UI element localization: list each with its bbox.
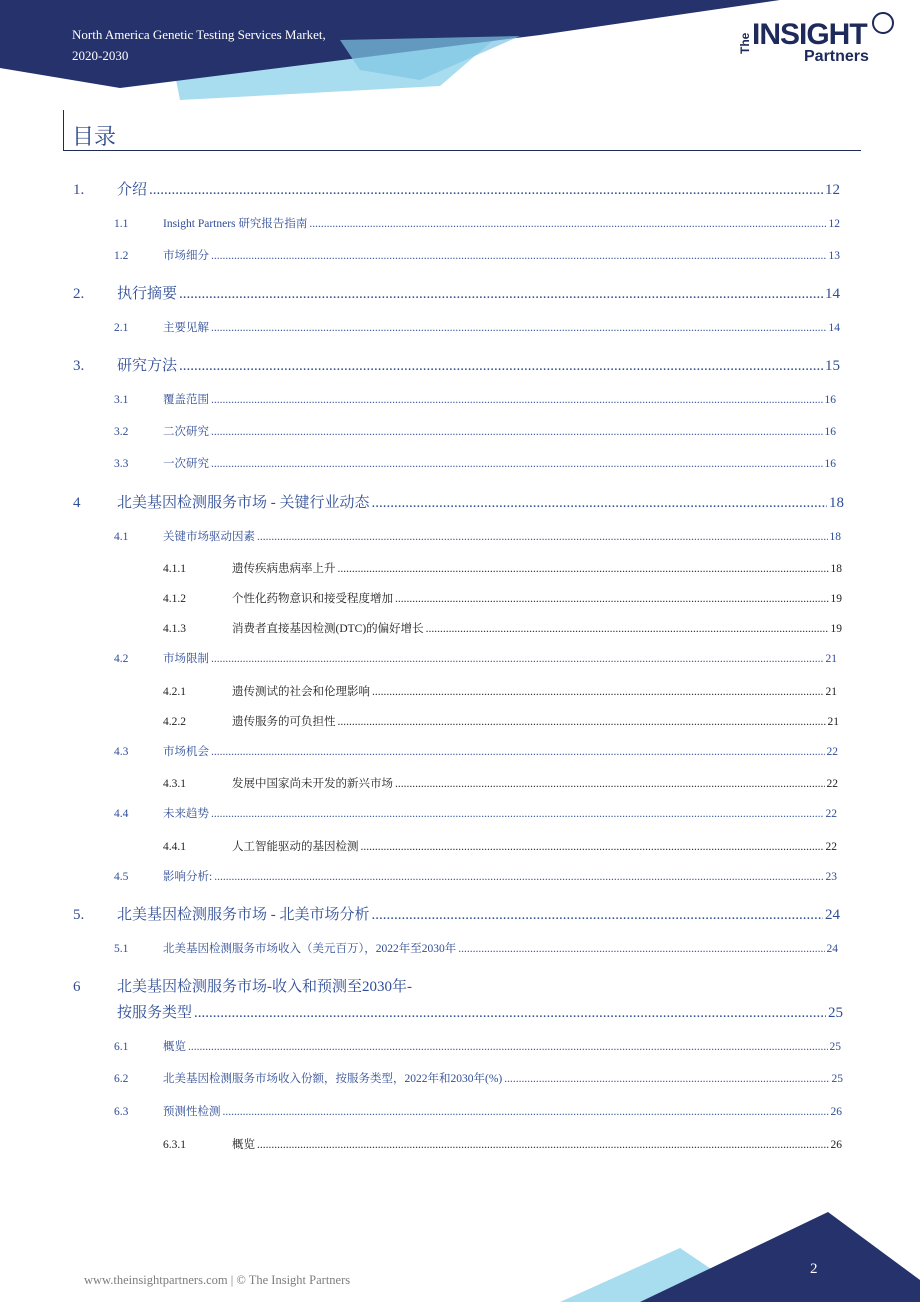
toc-entry-title: 北美基因检测服务市场收入（美元百万），2022年至2030年 bbox=[163, 943, 457, 955]
toc-entry-title: 人工智能驱动的基因检测 bbox=[232, 841, 359, 853]
toc-dot-leader bbox=[211, 458, 823, 470]
toc-entry-page: 18 bbox=[829, 495, 844, 511]
toc-dot-leader bbox=[179, 286, 823, 303]
toc-dot-leader bbox=[223, 1106, 829, 1118]
toc-dot-leader bbox=[211, 322, 827, 334]
toc-entry-title-continued: 按服务类型 bbox=[117, 1005, 193, 1021]
toc-entry-number: 6.2 bbox=[114, 1073, 129, 1085]
toc-entry-page: 22 bbox=[825, 808, 837, 820]
toc-entry[interactable] bbox=[73, 354, 840, 375]
toc-dot-leader bbox=[257, 1139, 829, 1151]
toc-entry[interactable] bbox=[114, 868, 837, 884]
toc-entry[interactable] bbox=[114, 1038, 841, 1054]
toc-entry-page: 22 bbox=[825, 841, 837, 853]
toc-dot-leader bbox=[257, 531, 828, 543]
toc-entry-title: Insight Partners 研究报告指南 bbox=[163, 218, 308, 230]
toc-entry-title: 个性化药物意识和接受程度增加 bbox=[232, 593, 393, 605]
toc-entry[interactable] bbox=[163, 620, 842, 636]
report-title-line2: 2020-2030 bbox=[72, 48, 129, 63]
toc-entry-number: 1.1 bbox=[114, 218, 129, 230]
toc-entry[interactable] bbox=[163, 775, 838, 791]
toc-dot-leader bbox=[458, 943, 824, 955]
toc-entry-number: 5.1 bbox=[114, 943, 129, 955]
toc-entry-title: 一次研究 bbox=[163, 458, 209, 470]
toc-entry-number: 4.1 bbox=[114, 531, 129, 543]
toc-entry[interactable] bbox=[73, 178, 840, 199]
footer-website: www.theinsightpartners.com | © The Insight Partners bbox=[84, 1273, 351, 1287]
toc-entry-number: 4.2.1 bbox=[163, 686, 186, 698]
report-title-line1: North America Genetic Testing Services Market, bbox=[72, 27, 326, 42]
toc-entry[interactable] bbox=[73, 903, 840, 924]
toc-dot-leader bbox=[211, 746, 825, 758]
toc-dot-leader bbox=[188, 1041, 828, 1053]
toc-entry-page: 25 bbox=[831, 1073, 843, 1085]
toc-entry-number: 6 bbox=[73, 979, 81, 995]
toc-entry-title: 影响分析: bbox=[163, 871, 213, 883]
insight-partners-logo bbox=[736, 10, 896, 70]
toc-heading: 目录 bbox=[72, 125, 117, 150]
toc-entry[interactable] bbox=[114, 1103, 842, 1119]
toc-dot-leader bbox=[426, 623, 829, 635]
toc-entry[interactable] bbox=[114, 650, 837, 666]
toc-entry-title: 北美基因检测服务市场-收入和预测至2030年- bbox=[117, 979, 412, 995]
toc-entry-page: 15 bbox=[825, 358, 840, 374]
toc-entry[interactable] bbox=[114, 423, 836, 439]
toc-entry-page: 18 bbox=[829, 531, 841, 543]
toc-entry[interactable] bbox=[163, 713, 839, 729]
toc-entry[interactable] bbox=[114, 455, 836, 471]
toc-entry-number: 4.4.1 bbox=[163, 841, 186, 853]
toc-entry[interactable] bbox=[114, 805, 837, 821]
toc-dot-leader bbox=[214, 871, 823, 883]
toc-heading-box bbox=[63, 110, 861, 151]
toc-entry-page: 21 bbox=[825, 686, 837, 698]
toc-entry[interactable] bbox=[114, 743, 838, 759]
toc-dot-leader bbox=[211, 394, 823, 406]
toc-entry-number: 4.5 bbox=[114, 871, 129, 883]
toc-entry-title: 发展中国家尚未开发的新兴市场 bbox=[232, 778, 393, 790]
toc-entry-page: 24 bbox=[825, 907, 840, 923]
toc-entry[interactable] bbox=[163, 560, 842, 576]
toc-entry-title: 市场细分 bbox=[163, 250, 209, 262]
toc-entry-number: 2.1 bbox=[114, 322, 129, 334]
toc-entry-page: 21 bbox=[825, 653, 837, 665]
toc-entry-title: 北美基因检测服务市场 - 关键行业动态 bbox=[117, 495, 370, 511]
toc-entry-title: 覆盖范围 bbox=[163, 394, 209, 406]
toc-entry-page: 13 bbox=[828, 250, 840, 262]
toc-entry[interactable] bbox=[163, 1136, 842, 1152]
toc-entry-title: 主要见解 bbox=[163, 322, 209, 334]
toc-entry-page: 12 bbox=[828, 218, 840, 230]
toc-dot-leader bbox=[361, 841, 824, 853]
toc-dot-leader bbox=[372, 686, 824, 698]
logo-insight-text: INSIGHT bbox=[752, 18, 867, 51]
toc-dot-leader bbox=[372, 495, 828, 512]
toc-entry[interactable] bbox=[114, 528, 841, 544]
toc-entry-number: 6.1 bbox=[114, 1041, 129, 1053]
toc-entry-page: 25 bbox=[828, 1005, 843, 1021]
toc-entry-page: 22 bbox=[826, 778, 838, 790]
logo-ring-icon bbox=[872, 12, 894, 34]
toc-dot-leader bbox=[504, 1073, 829, 1085]
toc-entry-page: 26 bbox=[830, 1106, 842, 1118]
toc-entry[interactable] bbox=[73, 491, 844, 512]
toc-entry[interactable] bbox=[73, 282, 840, 303]
toc-entry-page: 12 bbox=[825, 182, 840, 198]
toc-entry[interactable] bbox=[114, 1070, 843, 1086]
toc-entry-title: 遗传测试的社会和伦理影响 bbox=[232, 686, 370, 698]
toc-entry-number: 3.1 bbox=[114, 394, 129, 406]
toc-dot-leader bbox=[211, 808, 824, 820]
toc-dot-leader bbox=[179, 358, 823, 375]
toc-entry-title: 北美基因检测服务市场收入份额，按服务类型，2022年和2030年(%) bbox=[163, 1073, 503, 1085]
toc-entry-number: 4.4 bbox=[114, 808, 129, 820]
toc-entry-title: 市场限制 bbox=[163, 653, 209, 665]
toc-entry-number: 4.1.2 bbox=[163, 593, 186, 605]
toc-entry-number: 3.2 bbox=[114, 426, 129, 438]
toc-entry-page: 16 bbox=[824, 394, 836, 406]
toc-entry-number: 4.1.3 bbox=[163, 623, 186, 635]
toc-entry-title: 未来趋势 bbox=[163, 808, 209, 820]
toc-entry-page: 14 bbox=[828, 322, 840, 334]
toc-entry-page: 25 bbox=[829, 1041, 841, 1053]
toc-entry[interactable] bbox=[163, 838, 837, 854]
toc-entry-number: 2. bbox=[73, 286, 85, 302]
toc-entry-title: 遗传服务的可负担性 bbox=[232, 716, 336, 728]
toc-entry[interactable] bbox=[114, 215, 840, 231]
toc-entry-title: 概览 bbox=[163, 1041, 186, 1053]
toc-entry-page: 23 bbox=[825, 871, 837, 883]
toc-entry-title: 研究方法 bbox=[117, 358, 178, 374]
toc-entry-number: 4.2.2 bbox=[163, 716, 186, 728]
toc-dot-leader bbox=[194, 1005, 826, 1022]
toc-entry-title: 遗传疾病患病率上升 bbox=[232, 563, 336, 575]
toc-entry-number: 4.3.1 bbox=[163, 778, 186, 790]
toc-entry-page: 19 bbox=[830, 623, 842, 635]
toc-dot-leader bbox=[338, 563, 829, 575]
toc-dot-leader bbox=[338, 716, 826, 728]
toc-entry-number: 1.2 bbox=[114, 250, 129, 262]
toc-entry-page: 22 bbox=[826, 746, 838, 758]
toc-entry[interactable] bbox=[114, 391, 836, 407]
toc-entry-title: 介绍 bbox=[117, 182, 148, 198]
toc-entry-number: 4 bbox=[73, 495, 81, 511]
toc-entry-title: 消费者直接基因检测(DTC)的偏好增长 bbox=[232, 623, 424, 635]
toc-dot-leader bbox=[149, 182, 823, 199]
toc-dot-leader bbox=[309, 218, 826, 230]
toc-entry-number: 5. bbox=[73, 907, 85, 923]
toc-entry-number: 4.3 bbox=[114, 746, 129, 758]
toc-entry-title: 概览 bbox=[232, 1139, 255, 1151]
toc-entry-title: 北美基因检测服务市场 - 北美市场分析 bbox=[117, 907, 370, 923]
toc-entry-title: 二次研究 bbox=[163, 426, 209, 438]
page-number: 2 bbox=[810, 1261, 818, 1277]
toc-entry-page: 18 bbox=[830, 563, 842, 575]
toc-dot-leader bbox=[372, 907, 824, 924]
toc-entry-page: 21 bbox=[827, 716, 839, 728]
toc-entry-title: 执行摘要 bbox=[117, 286, 178, 302]
toc-entry-title: 市场机会 bbox=[163, 746, 209, 758]
toc-entry-number: 1. bbox=[73, 182, 85, 198]
toc-entry-page: 24 bbox=[826, 943, 838, 955]
report-title bbox=[72, 24, 392, 66]
toc-entry-continued[interactable] bbox=[73, 1001, 843, 1022]
toc-entry-page: 19 bbox=[830, 593, 842, 605]
toc-entry[interactable] bbox=[163, 683, 837, 699]
toc-dot-leader bbox=[395, 593, 829, 605]
toc-entry-number: 3. bbox=[73, 358, 85, 374]
toc-entry[interactable] bbox=[163, 590, 842, 606]
toc-entry-number: 6.3 bbox=[114, 1106, 129, 1118]
toc-entry-number: 6.3.1 bbox=[163, 1139, 186, 1151]
logo-partners-text: Partners bbox=[804, 48, 869, 65]
toc-entry-page: 16 bbox=[824, 458, 836, 470]
toc-dot-leader bbox=[211, 653, 824, 665]
toc-entry-number: 4.1.1 bbox=[163, 563, 186, 575]
toc-entry-title: 关键市场驱动因素 bbox=[163, 531, 255, 543]
toc-entry-page: 14 bbox=[825, 286, 840, 302]
logo-the-text: The bbox=[738, 32, 752, 54]
toc-entry-number: 4.2 bbox=[114, 653, 129, 665]
toc-dot-leader bbox=[395, 778, 825, 790]
toc-dot-leader bbox=[211, 426, 823, 438]
toc-entry-page: 26 bbox=[830, 1139, 842, 1151]
toc-entry-page: 16 bbox=[824, 426, 836, 438]
toc-entry[interactable] bbox=[114, 247, 840, 263]
toc-entry[interactable] bbox=[114, 319, 840, 335]
toc-entry[interactable] bbox=[73, 975, 840, 996]
toc-entry-number: 3.3 bbox=[114, 458, 129, 470]
toc-entry-title: 预测性检测 bbox=[163, 1106, 221, 1118]
toc-entry[interactable] bbox=[114, 940, 838, 956]
toc-dot-leader bbox=[211, 250, 827, 262]
